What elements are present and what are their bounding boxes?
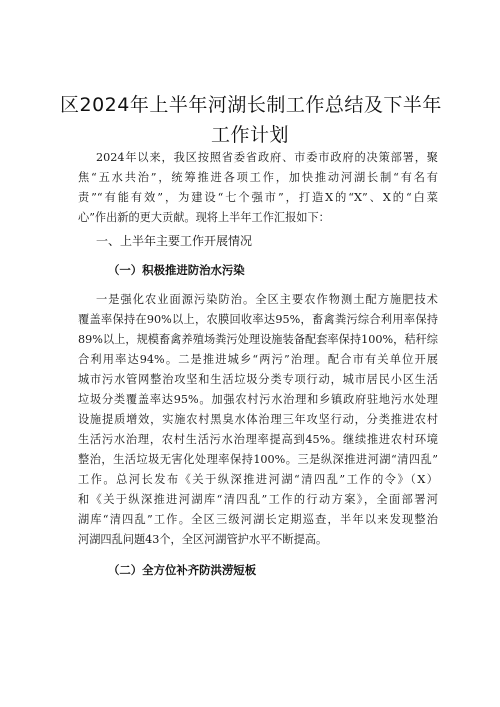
- subsection-heading-1: （一）积极推进防治水污染: [108, 263, 245, 277]
- sub1-line-5: 城市污水管网整治攻坚和生活垃圾分类专项行动，城市居民小区生活: [78, 373, 438, 386]
- intro-line-2: 焦“五水共治”，统筹推进各项工作，加快推动河湖长制“有名有: [78, 171, 438, 184]
- section-heading-1: 一、上半年主要工作开展情况: [96, 234, 253, 248]
- document-title-line-2: 工作计划: [210, 124, 289, 146]
- intro-line-1: 2024年以来，我区按照省委省政府、市委市政府的决策部署，聚: [96, 151, 438, 164]
- sub1-line-9: 整治，生活垃圾无害化处理率保持100%。三是纵深推进河湖“清四乱”: [78, 453, 438, 466]
- sub1-line-12: 湖库“清四乱”工作。全区三级河湖长定期巡查，半年以来发现整治: [78, 513, 438, 526]
- sub1-line-10: 工作。总河长发布《关于纵深推进河湖“清四乱”工作的令》（X）: [78, 473, 438, 486]
- intro-line-4: 心”作出新的更大贡献。现将上半年工作汇报如下：: [78, 211, 330, 224]
- sub1-line-7: 设施提质增效，实施农村黑臭水体治理三年攻坚行动，分类推进农村: [78, 413, 438, 426]
- intro-line-3: 责”“有能有效”，为建设“七个强市”，打造X的“X”、X的“白菜: [78, 191, 438, 204]
- sub1-line-8: 生活污水治理，农村生活污水治理率提高到45%。继续推进农村环境: [78, 433, 438, 446]
- sub1-line-4: 合利用率达94%。二是推进城乡“两污”治理。配合市有关单位开展: [78, 353, 438, 366]
- sub1-line-2: 覆盖率保持在90%以上，农膜回收率达95%，畜禽粪污综合利用率保持: [78, 313, 438, 326]
- sub1-line-3: 89%以上，规模畜禽养殖场粪污处理设施装备配套率保持100%，秸秆综: [78, 333, 438, 346]
- subsection-heading-2: （二）全方位补齐防洪涝短板: [108, 563, 257, 577]
- sub1-line-1: 一是强化农业面源污染防治。全区主要农作物测土配方施肥技术: [96, 293, 438, 306]
- document-title-line-1: 区2024年上半年河湖长制工作总结及下半年: [60, 94, 442, 116]
- sub1-line-11: 和《关于纵深推进河湖库“清四乱”工作的行动方案》，全面部署河: [78, 493, 438, 506]
- sub1-line-6: 垃圾分类覆盖率达95%。加强农村污水治理和乡镇政府驻地污水处理: [78, 393, 438, 406]
- sub1-line-13: 河湖四乱问题43个，全区河湖管护水平不断提高。: [78, 533, 328, 546]
